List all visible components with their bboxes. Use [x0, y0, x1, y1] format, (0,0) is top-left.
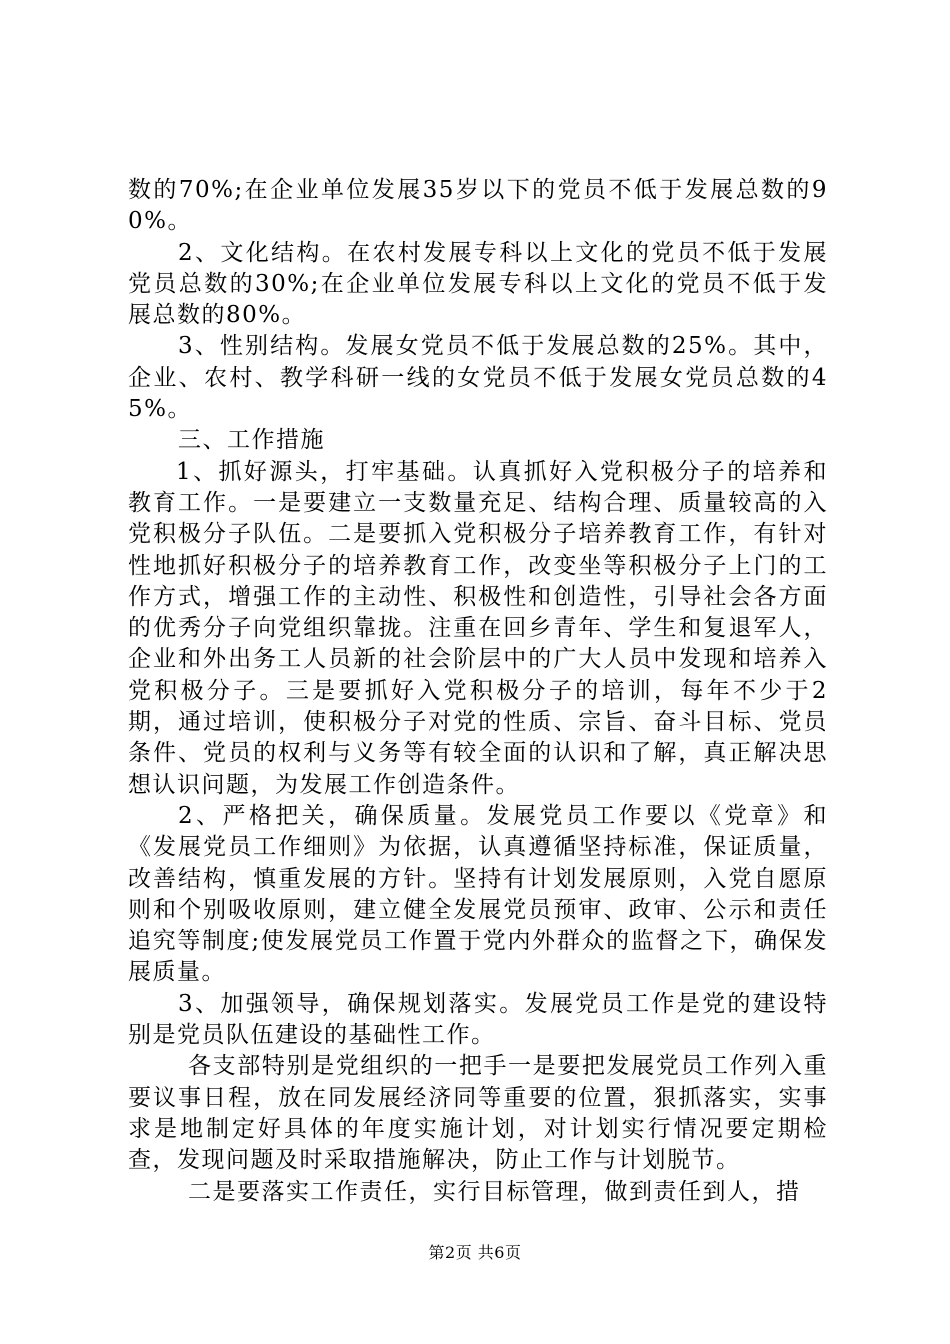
paragraph-branch-leaders: 各支部特别是党组织的一把手一是要把发展党员工作列入重要议事日程，放在同发展经济同等重要的位置，狠抓落实，实事求是地制定好具体的年度实施计划，对计划实行情况要定期检查，发现问题及时采取措施解决，防止工作与计划脱节。	[128, 1053, 828, 1174]
section-heading-work-measures: 三、工作措施	[178, 427, 325, 454]
paragraph-education-structure: 2、文化结构。在农村发展专科以上文化的党员不低于发展党员总数的30%;在企业单位发展专科以上文化的党员不低于发展总数的80%。	[128, 239, 828, 329]
page-footer: 第2页 共6页	[428, 1243, 522, 1262]
paragraph-measure-source: 1、抓好源头，打牢基础。认真抓好入党积极分子的培养和教育工作。一是要建立一支数量充足、结构合理、质量较高的入党积极分子队伍。二是要抓入党积极分子培养教育工作，有针对性地抓好积极分子的培养教育工作，改变坐等积极分子上门的工作方式，增强工作的主动性、积极性和创造性，引导社会各方面的优秀分子向党组织靠拢。注重在回乡青年、学生和复退军人，企业和外出务工人员新的社会阶层中的广大人员中发现和培养入党积极分子。三是要抓好入党积极分子的培训，每年不少于2期，通过培训，使积极分子对党的性质、宗旨、奋斗目标、党员条件、党员的权利与义务等有较全面的认识和了解，真正解决思想认识问题，为发展工作创造条件。	[128, 458, 828, 798]
paragraph-gender-structure: 3、性别结构。发展女党员不低于发展总数的25%。其中，企业、农村、教学科研一线的女党员不低于发展女党员总数的45%。	[128, 333, 828, 423]
paragraph-age-structure-continued: 数的70%;在企业单位发展35岁以下的党员不低于发展总数的90%。	[128, 177, 828, 235]
document-body	[128, 175, 828, 1208]
paragraph-measure-quality: 2、严格把关，确保质量。发展党员工作要以《党章》和《发展党员工作细则》为依据，认真遵循坚持标准，保证质量，改善结构，慎重发展的方针。坚持有计划发展原则，入党自愿原则和个别吸收原则，建立健全发展党员预审、政审、公示和责任追究等制度;使发展党员工作置于党内外群众的监督之下，确保发展质量。	[128, 802, 828, 986]
paragraph-measure-leadership: 3、加强领导，确保规划落实。发展党员工作是党的建设特别是党员队伍建设的基础性工作。	[128, 990, 828, 1049]
paragraph-responsibility: 二是要落实工作责任，实行目标管理，做到责任到人，措	[188, 1178, 801, 1205]
